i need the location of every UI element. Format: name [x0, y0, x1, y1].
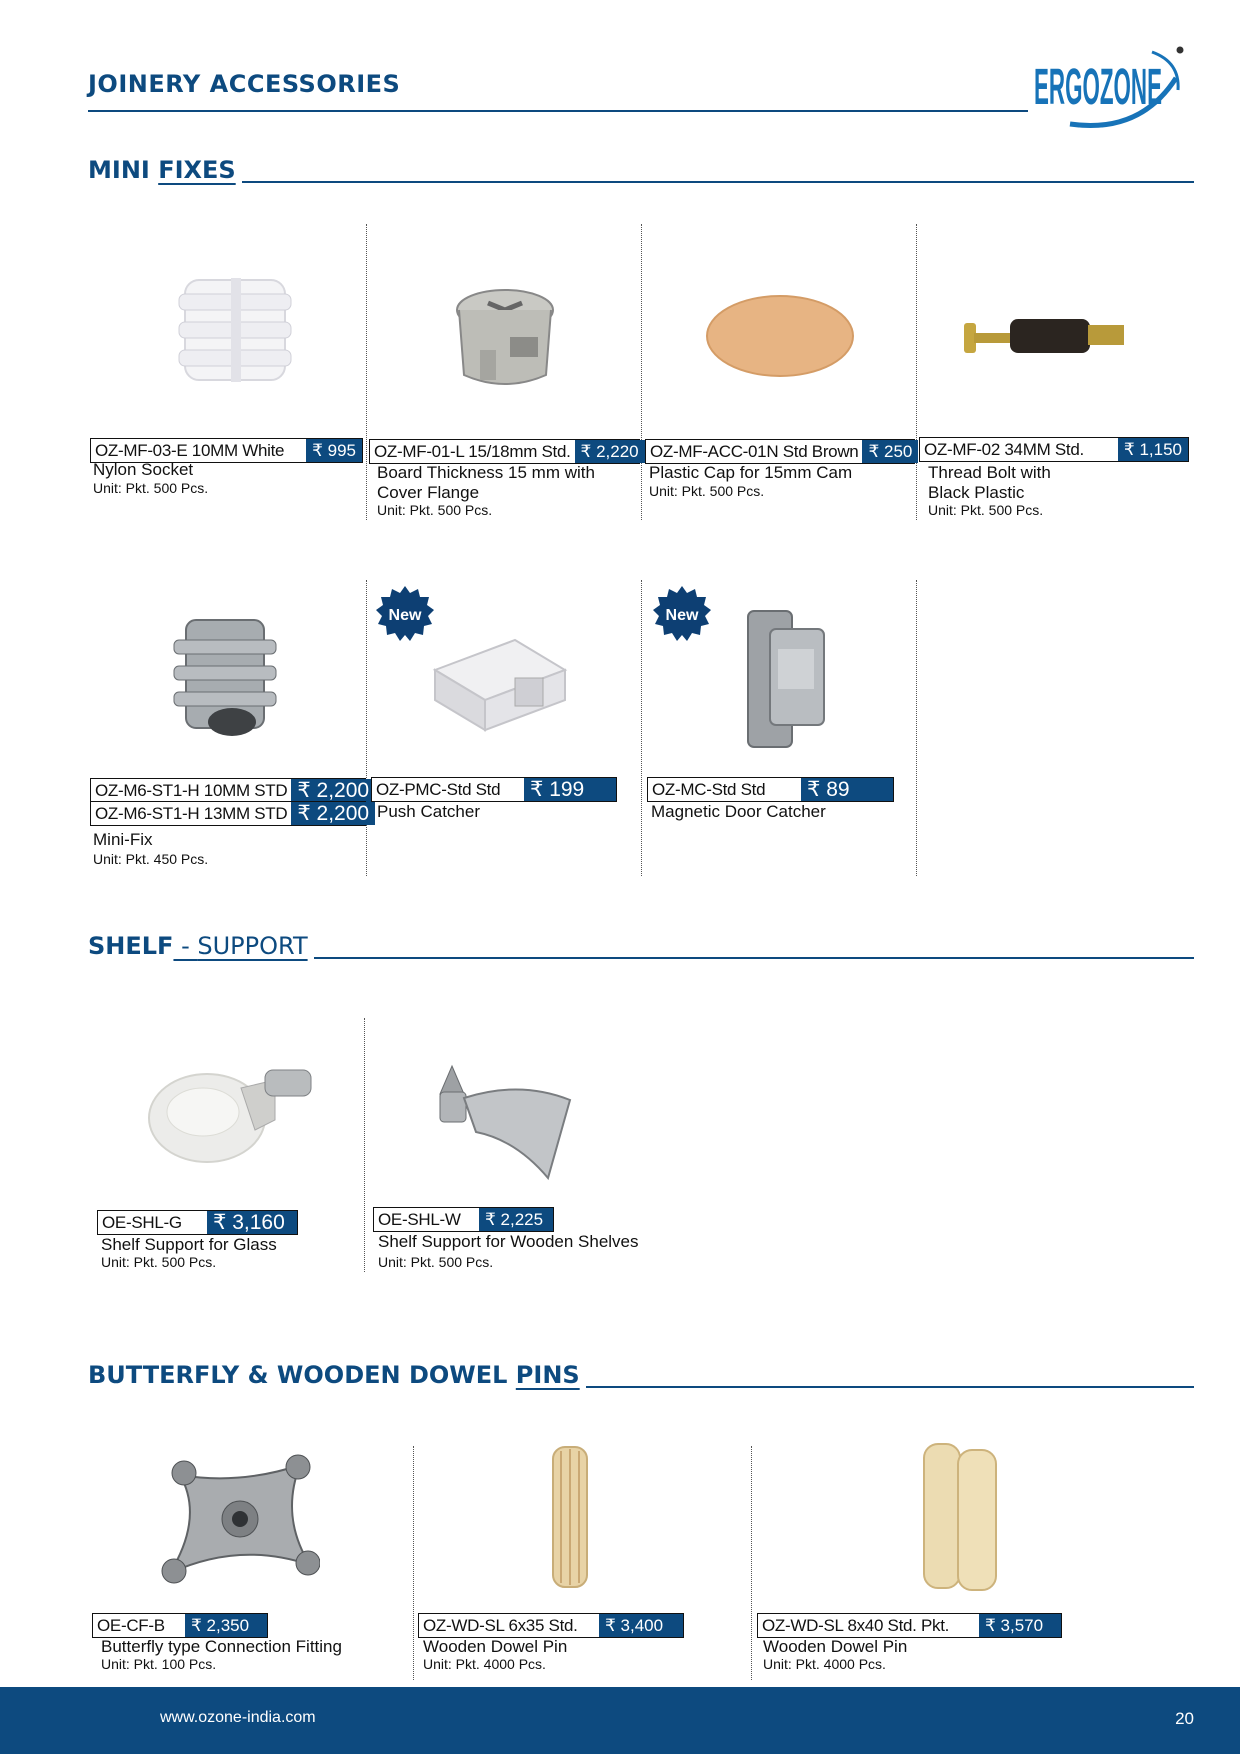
page-number: 20: [1175, 1709, 1194, 1728]
product-price: ₹ 995: [306, 439, 362, 462]
product-description: Black Plastic: [928, 483, 1025, 502]
thread-bolt-image: [960, 305, 1130, 365]
product-price: ₹ 199: [524, 778, 616, 801]
column-divider: [366, 224, 367, 520]
product-unit: Unit: Pkt. 500 Pcs.: [377, 502, 493, 518]
footer-bar: [0, 1687, 1240, 1754]
column-divider: [641, 580, 642, 876]
section-title-part: -: [173, 932, 198, 960]
footer-website: www.ozone-india.com: [160, 1709, 316, 1726]
product-description: Board Thickness 15 mm with: [377, 463, 595, 482]
svg-text:ERGOZONE: ERGOZONE: [1034, 59, 1162, 116]
product-code: OZ-PMC-Std Std: [372, 778, 524, 801]
column-divider: [916, 224, 917, 520]
product-code: OZ-MF-02 34MM Std.: [920, 438, 1118, 461]
header-rule: [88, 110, 1028, 112]
product-tag: [90, 778, 370, 803]
product-tag: [92, 1613, 268, 1638]
section-title-part: BUTTERFLY & WOODEN DOWEL: [88, 1361, 516, 1389]
wooden-dowel-pins-image: [918, 1440, 1008, 1595]
product-tag: [369, 439, 640, 464]
product-unit: Unit: Pkt. 4000 Pcs.: [763, 1656, 886, 1672]
product-tag: [757, 1613, 1062, 1638]
product-tag: [97, 1210, 298, 1235]
product-price: ₹ 89: [801, 778, 893, 801]
product-description: Wooden Dowel Pin: [763, 1637, 908, 1656]
column-divider: [366, 580, 367, 876]
product-price: ₹ 3,160: [207, 1211, 297, 1234]
product-price: ₹ 2,225: [479, 1208, 553, 1231]
product-unit: Unit: Pkt. 500 Pcs.: [649, 483, 765, 499]
cam-connector-image: [450, 285, 560, 400]
product-price: ₹ 2,350: [185, 1614, 267, 1637]
product-unit: Unit: Pkt. 4000 Pcs.: [423, 1656, 546, 1672]
product-price: ₹ 2,220: [575, 440, 645, 463]
product-description: Thread Bolt with: [928, 463, 1051, 482]
new-badge-label: New: [665, 607, 699, 624]
product-price: ₹ 250: [862, 440, 918, 463]
product-description: Shelf Support for Glass: [101, 1235, 277, 1254]
product-price: ₹ 1,150: [1118, 438, 1188, 461]
column-divider: [413, 1446, 414, 1680]
product-tag: [645, 439, 915, 464]
nylon-socket-image: [175, 270, 305, 390]
product-description: Plastic Cap for 15mm Cam: [649, 463, 853, 482]
product-description: Push Catcher: [377, 802, 480, 821]
magnetic-catcher-image: [740, 605, 830, 750]
column-divider: [916, 580, 917, 876]
product-unit: Unit: Pkt. 500 Pcs.: [928, 502, 1044, 518]
product-tag: [647, 777, 894, 802]
product-tag: [418, 1613, 684, 1638]
column-divider: [751, 1446, 752, 1680]
product-unit: Unit: Pkt. 100 Pcs.: [101, 1656, 217, 1672]
column-divider: [641, 224, 642, 520]
section-title-part: PINS: [515, 1361, 580, 1389]
butterfly-fitting-image: [160, 1445, 320, 1590]
section-title-part: [173, 932, 307, 960]
product-code: OZ-WD-SL 6x35 Std.: [419, 1614, 599, 1637]
page-title: JOINERY ACCESSORIES: [88, 70, 401, 98]
product-tag: [919, 437, 1189, 462]
product-description: Butterfly type Connection Fitting: [101, 1637, 342, 1656]
plastic-cap-image: [702, 290, 857, 380]
product-unit: Unit: Pkt. 500 Pcs.: [101, 1254, 217, 1270]
section-title-part: SUPPORT: [197, 932, 308, 960]
product-price: ₹ 2,200: [291, 802, 375, 825]
product-code: OZ-MF-01-L 15/18mm Std.: [370, 440, 575, 463]
new-badge-icon: [652, 584, 712, 644]
product-tag: [371, 777, 617, 802]
mini-fix-insert-image: [170, 610, 280, 740]
product-description: Wooden Dowel Pin: [423, 1637, 568, 1656]
product-code: OZ-MC-Std Std: [648, 778, 801, 801]
section-rule: [88, 181, 1194, 183]
ergozone-logo: [1030, 42, 1190, 132]
product-description: Shelf Support for Wooden Shelves: [378, 1232, 639, 1251]
product-price: ₹ 3,400: [599, 1614, 683, 1637]
product-unit: Unit: Pkt. 500 Pcs.: [378, 1254, 494, 1270]
product-code: OZ-MF-03-E 10MM White: [91, 439, 306, 462]
section-title-shelf-support: [88, 932, 314, 960]
product-code: OE-SHL-W: [374, 1208, 479, 1231]
product-unit: Unit: Pkt. 450 Pcs.: [93, 851, 209, 867]
section-title-butterfly-dowel: [88, 1361, 586, 1389]
section-title-part: FIXES: [158, 156, 236, 184]
column-divider: [364, 1018, 365, 1272]
product-code: OE-CF-B: [93, 1614, 185, 1637]
product-description: Magnetic Door Catcher: [651, 802, 826, 821]
product-price: ₹ 2,200: [291, 779, 375, 802]
product-code: OZ-MF-ACC-01N Std Brown: [646, 440, 862, 463]
product-code: OZ-M6-ST1-H 10MM STD: [91, 779, 291, 802]
product-code: OZ-WD-SL 8x40 Std. Pkt.: [758, 1614, 979, 1637]
section-title-part: MINI: [88, 156, 159, 184]
product-unit: Unit: Pkt. 500 Pcs.: [93, 480, 209, 496]
product-code: OE-SHL-G: [98, 1211, 207, 1234]
section-title-part: SHELF: [88, 932, 174, 960]
new-badge-label: New: [388, 607, 422, 624]
glass-shelf-support-image: [145, 1060, 315, 1170]
product-description: Mini-Fix: [93, 830, 153, 849]
product-price: ₹ 3,570: [979, 1614, 1061, 1637]
product-description: Cover Flange: [377, 483, 480, 502]
product-description: Nylon Socket: [93, 460, 194, 479]
product-code: OZ-M6-ST1-H 13MM STD: [91, 802, 291, 825]
product-tag: [373, 1207, 554, 1232]
push-catcher-image: [415, 630, 575, 740]
section-title-mini-fixes: [88, 156, 242, 184]
product-tag: [90, 801, 370, 826]
wooden-shelf-support-image: [430, 1060, 585, 1185]
wooden-dowel-pin-image: [545, 1445, 595, 1590]
